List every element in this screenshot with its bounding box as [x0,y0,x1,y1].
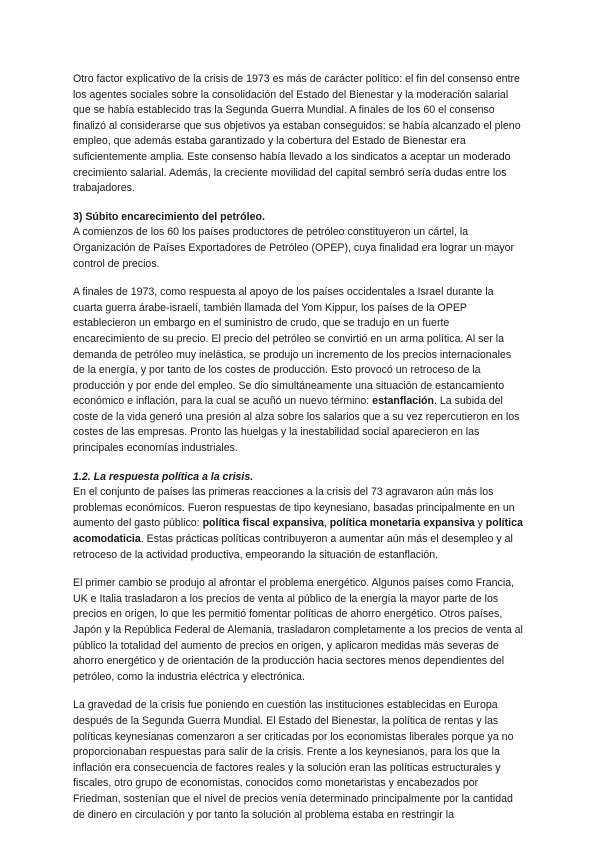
term-fiscal-policy: política fiscal expansiva [202,517,324,530]
paragraph-embargo [73,285,523,457]
paragraph-opep: A comienzos de los 60 los países productores de petróleo constituyeron un cártel, la Organización de Países Exportadores de Petróleo (OPEP), cuya finalidad era lograr un mayor control de precios. [73,226,515,270]
embargo-text-b: . La subida del coste de la vida generó una presión al alza sobre los salarios que a su vez repercutieron en los costes de las empresas. Pronto las huelgas y la inestabilidad social aparecieron en las principales economías industriales. [73,395,520,455]
section-heading-oil-price: 3) Súbito encarecimiento del petróleo. [73,210,265,223]
paragraph-crisis-gravity: La gravedad de la crisis fue poniendo en cuestión las instituciones establecidas en Europa después de la Segunda Guerra Mundial. El Estado del Bienestar, la política de rentas y las políticas keynesianas comenzaron a ser criticadas por los economistas liberales porque ya no proporcionaban respuestas para salir de la crisis. Frente a los keynesianos, para los que la inflación era consecuencia de factores reales y la solución eran las políticas estructurales y fiscales, otro grupo de economistas, conocidos como monetaristas y encabezados por Friedman, sostenían que el nivel de precios venía determinado principalmente por la cantidad de dinero en circulación y por tanto la solución al problema estaba en restringir la [73,699,514,821]
response-sep-2: y [474,517,486,530]
term-accommodative-policy: política acomodaticia [73,517,523,546]
term-monetary-policy: política monetaria expansiva [329,517,475,530]
paragraph-keynesian-response [73,485,523,563]
embargo-text-a: A finales de 1973, como respuesta al apoyo de los países occidentales a Israel durante la cuarta guerra árabe-israelí, también llamada del Yom Kippur, los países de la OPEP establecieron un embargo en el suministro de crudo, que se tradujo en un fuerte encarecimiento de su precio. El precio del petróleo se convirtió en un arma política. Al ser la demanda de petróleo muy inelástica, se produjo un incremento de los precios internacionales de la energía, y por tanto de los costes de producción. Esto provocó un retroceso de la producción y por ende del empleo. Se dio simultáneamente una situación de estancamiento económico e inflación, para la cual se acuñó un nuevo término: [73,286,512,408]
section-heading-political-response: 1.2. La respuesta política a la crisis. [73,470,254,483]
response-sep-1: , [323,517,330,530]
paragraph-political-factor: Otro factor explicativo de la crisis de 1973 es más de carácter político: el fin del consenso entre los agentes sociales sobre la consolidación del Estado del Bienestar y la moderación salarial que se había establecido tras la Segunda Guerra Mundial. A finales de los 60 el consenso finalizó al considerarse que sus objetivos ya estaban conseguidos: se había alcanzado el pleno empleo, que además estaba garantizado y la cobertura del Estado de Bienestar era suficientemente amplia. Este consenso había llevado a los sindicatos a aceptar un moderado crecimiento salarial. Además, la creciente movilidad del capital sembró sería dudas entre los trabajadores. [73,73,521,195]
paragraph-energy-problem: El primer cambio se produjo al afrontar el problema energético. Algunos países como Francia, UK e Italia trasladaron a los precios de venta al público de la energía la mayor parte de los precios en origen, lo que les permitió fomentar políticas de ahorro energético. Otros países, Japón y la República Federal de Alemania, trasladaron completamente a los precios de venta al público la totalidad del aumento de precios en origen, y aplicaron medidas más severas de ahorro energético y de orientación de la producción hacia sectores menos dependientes del petróleo, como la industria eléctrica y electrónica. [73,577,523,683]
response-text-a: En el conjunto de países las primeras reacciones a la crisis del 73 agravaron aún más los problemas económicos. Fueron respuestas de tipo keynesiano, basadas principalmente en un aumento del gasto público: [73,486,515,530]
response-text-b: . Estas prácticas políticas contribuyeron a aumentar aún más el desempleo y al retroceso de la actividad productiva, empeorando la situación de estanflación. [73,533,513,561]
document-page [73,72,523,823]
term-stagflation: estanflación [372,395,434,408]
